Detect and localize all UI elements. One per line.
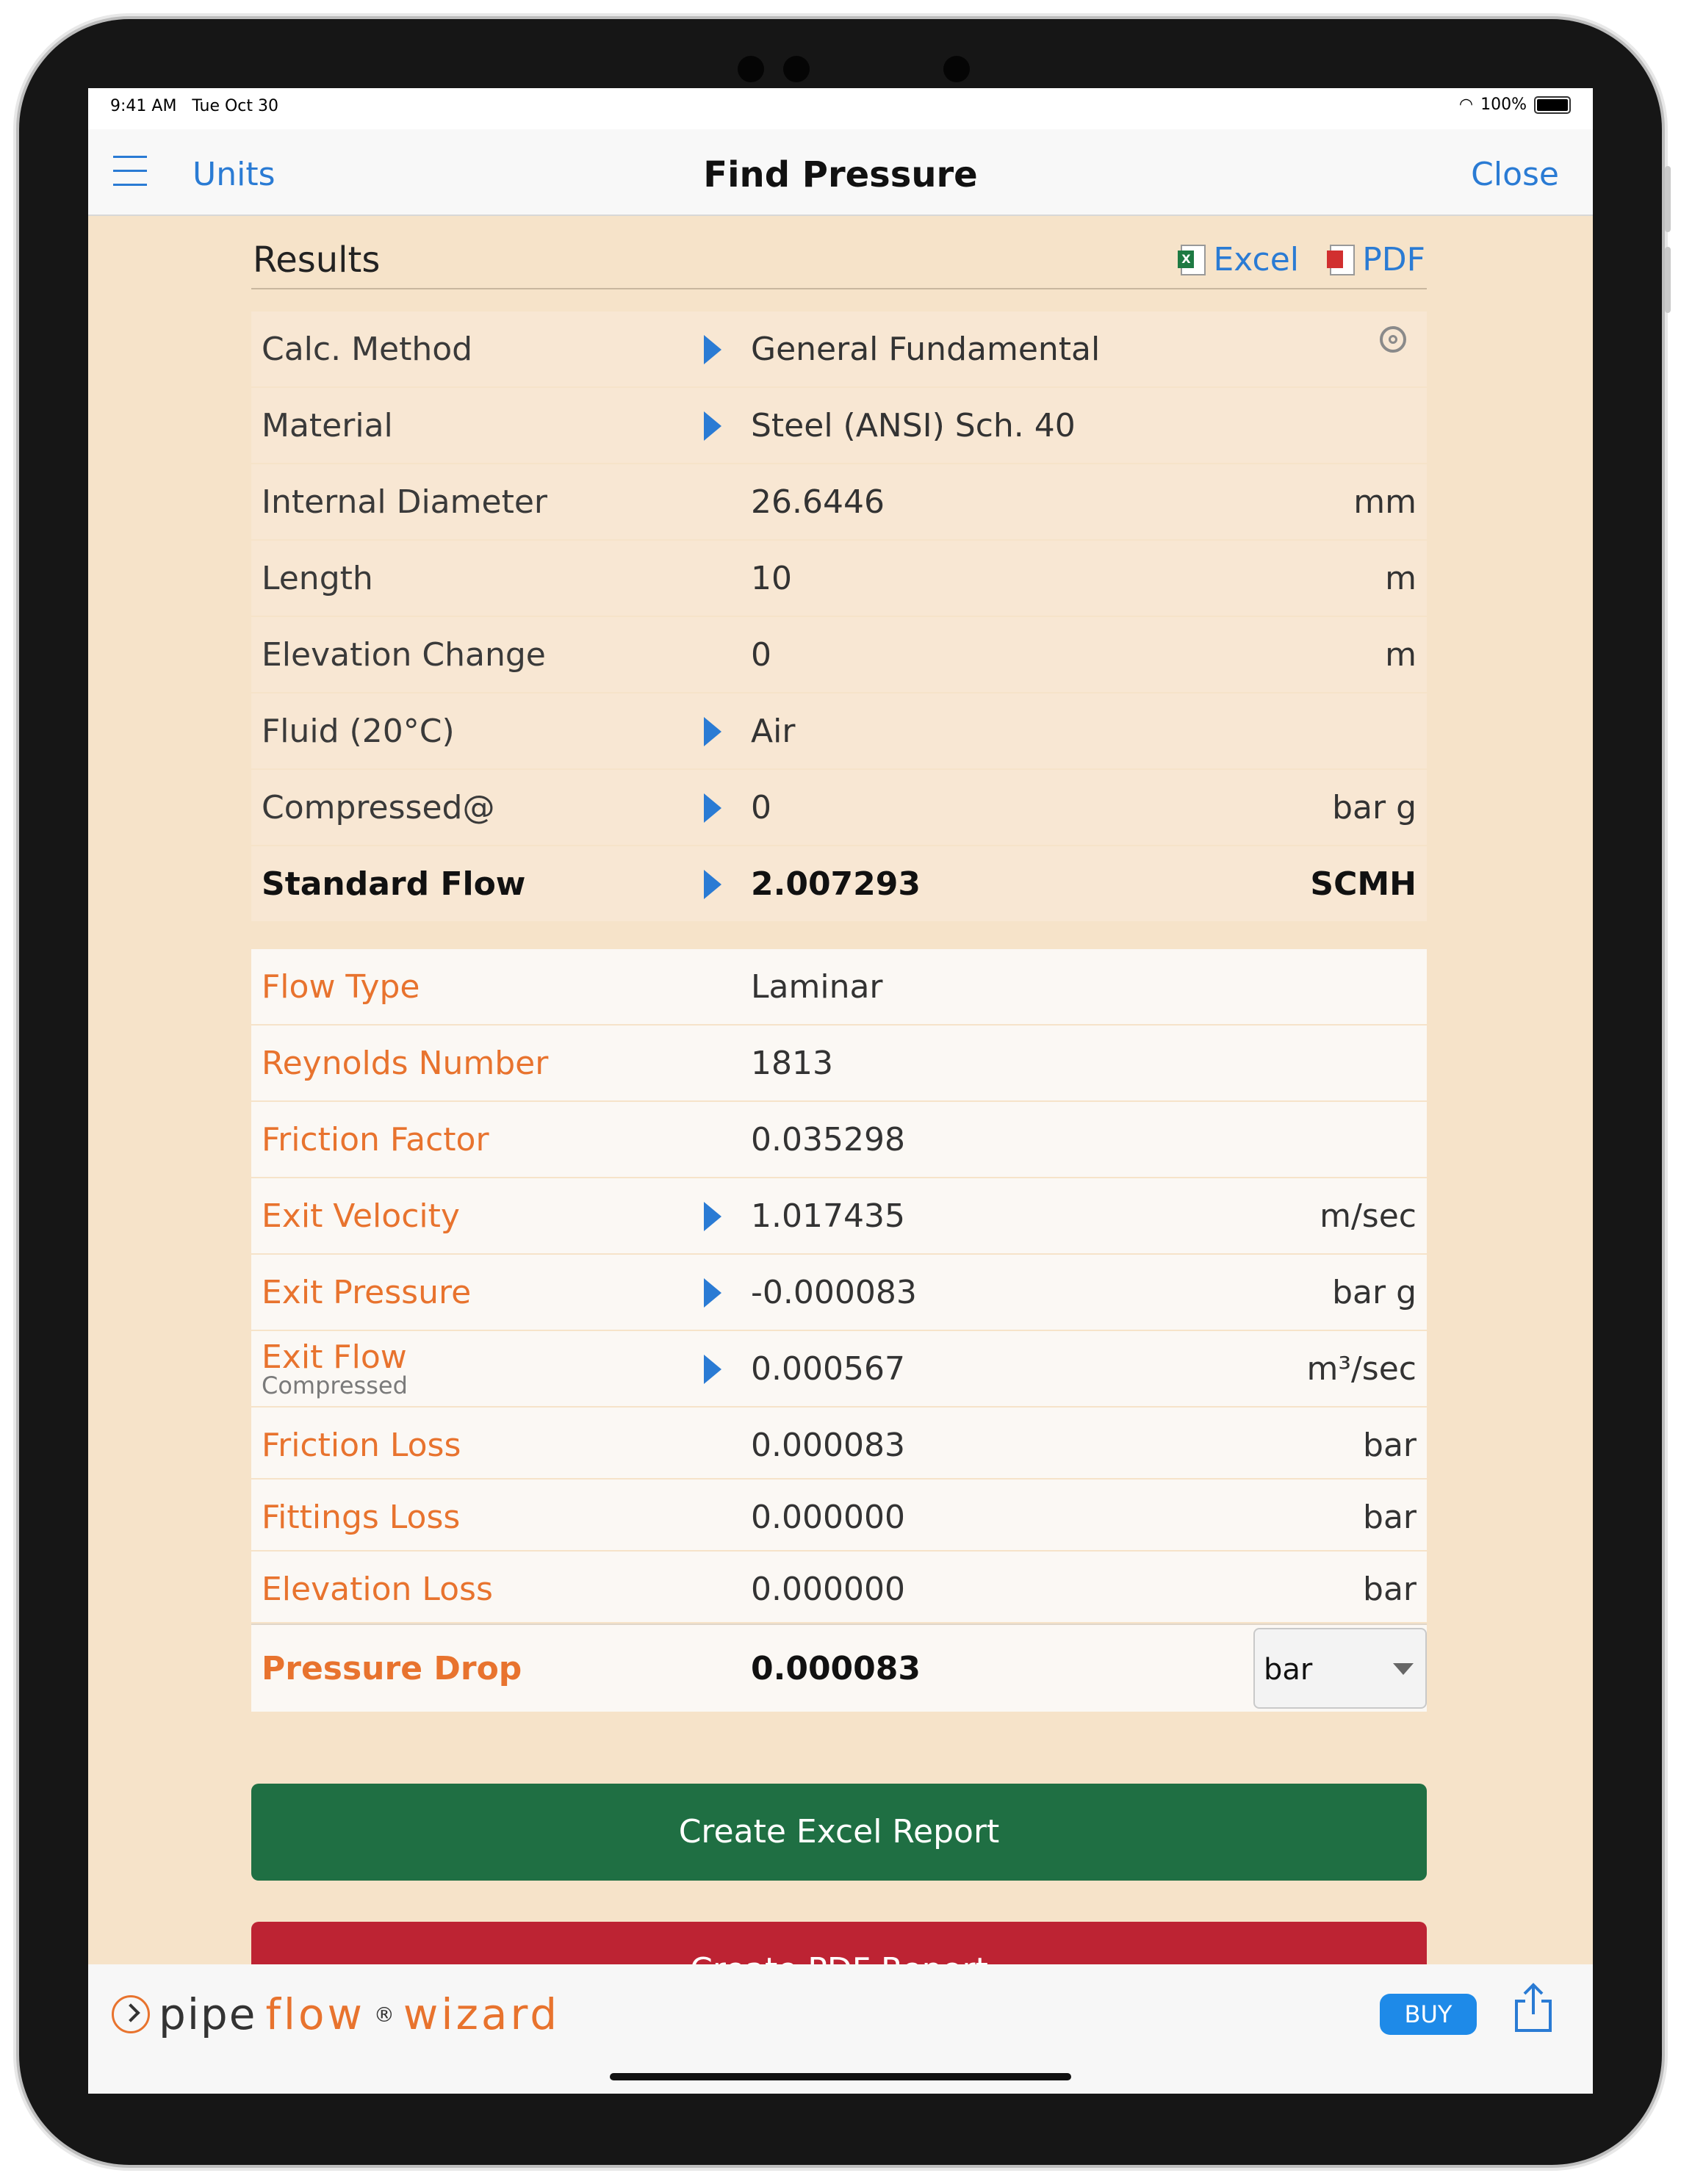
- row-value: 0.000000: [751, 1571, 905, 1608]
- status-bar: [88, 88, 1593, 129]
- chevron-down-icon: [1393, 1663, 1414, 1675]
- row-label: [262, 1338, 408, 1399]
- row-pressure-drop: [251, 1623, 1427, 1712]
- row-label: Elevation Loss: [262, 1571, 493, 1608]
- row-unit: bar g: [1332, 789, 1417, 826]
- row-exit-flow[interactable]: [251, 1331, 1427, 1406]
- units-button[interactable]: Units: [192, 156, 276, 193]
- row-value: 0.000000: [751, 1499, 905, 1536]
- logo-text-wizard: wizard: [403, 1989, 561, 2039]
- exit-flow-sublabel: Compressed: [262, 1372, 408, 1399]
- disclosure-arrow-icon[interactable]: [704, 1202, 721, 1231]
- row-length[interactable]: [251, 541, 1427, 616]
- row-unit: m: [1385, 560, 1417, 597]
- row-value: 0.035298: [751, 1121, 905, 1158]
- row-friction-factor: [251, 1102, 1427, 1177]
- disclosure-arrow-icon[interactable]: [704, 411, 721, 441]
- navigation-bar: [88, 129, 1593, 216]
- disclosure-arrow-icon[interactable]: [704, 870, 721, 899]
- results-content: [251, 215, 1427, 1713]
- page-title: Find Pressure: [703, 154, 978, 195]
- wifi-icon: ◠: [1458, 95, 1474, 114]
- row-unit: m³/sec: [1306, 1350, 1417, 1388]
- logo-chevron-icon: [112, 1995, 150, 2033]
- exit-flow-label: Exit Flow: [262, 1338, 407, 1376]
- row-value: Air: [751, 713, 796, 750]
- row-value: 10: [751, 560, 792, 597]
- row-label: Material: [262, 407, 393, 444]
- row-unit: bar g: [1332, 1274, 1417, 1311]
- camera: [943, 56, 970, 82]
- camera: [738, 56, 764, 82]
- excel-file-icon: [1181, 245, 1206, 275]
- row-fluid[interactable]: [251, 693, 1427, 768]
- screen: [88, 88, 1593, 2094]
- row-value: Steel (ANSI) Sch. 40: [751, 407, 1076, 444]
- row-exit-velocity[interactable]: [251, 1178, 1427, 1253]
- row-label: Calc. Method: [262, 331, 473, 368]
- pdf-link-label: PDF: [1362, 241, 1425, 278]
- row-unit: bar: [1363, 1571, 1417, 1608]
- create-excel-report-button[interactable]: Create Excel Report: [251, 1784, 1427, 1881]
- logo-text-pipe: pipe: [159, 1989, 257, 2039]
- logo-registered: ®: [373, 2002, 395, 2027]
- row-exit-pressure[interactable]: [251, 1255, 1427, 1330]
- row-unit: m/sec: [1320, 1197, 1417, 1235]
- row-elevation-loss: [251, 1551, 1427, 1622]
- row-label: Fluid (20°C): [262, 713, 455, 750]
- row-value: 0.000083: [751, 1650, 921, 1687]
- row-value: 1813: [751, 1045, 833, 1082]
- row-label: Friction Factor: [262, 1121, 489, 1158]
- excel-link-label: Excel: [1213, 241, 1299, 278]
- row-fittings-loss: [251, 1480, 1427, 1550]
- pdf-file-icon: [1330, 245, 1355, 275]
- row-label: Exit Velocity: [262, 1197, 460, 1235]
- row-value: 1.017435: [751, 1197, 905, 1235]
- buy-button[interactable]: BUY: [1380, 1994, 1477, 2035]
- battery-icon: [1534, 96, 1571, 114]
- disclosure-arrow-icon[interactable]: [704, 793, 721, 823]
- row-unit: bar: [1363, 1499, 1417, 1536]
- disclosure-arrow-icon[interactable]: [704, 717, 721, 746]
- date-text: Tue Oct 30: [192, 97, 279, 115]
- row-unit: SCMH: [1310, 865, 1417, 903]
- output-results: [251, 949, 1427, 1712]
- row-unit: mm: [1353, 483, 1417, 521]
- results-title: Results: [253, 239, 381, 281]
- battery-percent: 100%: [1480, 95, 1527, 114]
- row-standard-flow[interactable]: [251, 846, 1427, 921]
- row-flow-type: [251, 949, 1427, 1024]
- row-label: Internal Diameter: [262, 483, 547, 521]
- logo-text-flow: flow: [265, 1989, 365, 2039]
- row-label: Friction Loss: [262, 1427, 461, 1464]
- gear-icon[interactable]: [1380, 326, 1406, 353]
- row-value: 2.007293: [751, 865, 921, 903]
- row-label: Compressed@: [262, 789, 495, 826]
- row-label: Length: [262, 560, 373, 597]
- row-compressed[interactable]: [251, 770, 1427, 845]
- camera: [783, 56, 810, 82]
- row-label: Elevation Change: [262, 636, 546, 674]
- bottom-bar: [88, 1964, 1593, 2094]
- volume-button: [1665, 166, 1671, 232]
- row-label: Standard Flow: [262, 865, 526, 903]
- row-value: 0.000083: [751, 1427, 905, 1464]
- row-label: Pressure Drop: [262, 1650, 522, 1687]
- row-reynolds-number: [251, 1026, 1427, 1100]
- pdf-export-link[interactable]: [1330, 241, 1425, 278]
- row-unit: bar: [1363, 1427, 1417, 1464]
- share-icon[interactable]: [1512, 1982, 1555, 2033]
- row-unit: m: [1385, 636, 1417, 674]
- pipe-flow-wizard-logo: [112, 1989, 560, 2039]
- row-elevation-change[interactable]: [251, 617, 1427, 692]
- row-value: -0.000083: [751, 1274, 917, 1311]
- row-label: Exit Pressure: [262, 1274, 472, 1311]
- row-internal-diameter[interactable]: [251, 464, 1427, 539]
- ipad-frame: [19, 19, 1662, 2165]
- row-value: 0: [751, 636, 771, 674]
- disclosure-arrow-icon[interactable]: [704, 1278, 721, 1308]
- input-parameters: [251, 311, 1427, 921]
- disclosure-arrow-icon[interactable]: [704, 1355, 721, 1384]
- row-label: Flow Type: [262, 968, 420, 1006]
- row-label: Reynolds Number: [262, 1045, 549, 1082]
- row-value: Laminar: [751, 968, 883, 1006]
- status-right: [1459, 95, 1571, 114]
- row-value: General Fundamental: [751, 331, 1101, 368]
- excel-export-link[interactable]: [1181, 241, 1299, 278]
- volume-button: [1665, 247, 1671, 313]
- time-text: 9:41 AM: [110, 97, 177, 115]
- home-indicator[interactable]: [610, 2073, 1071, 2080]
- row-value: 26.6446: [751, 483, 885, 521]
- close-button[interactable]: Close: [1471, 156, 1559, 193]
- row-material[interactable]: [251, 388, 1427, 463]
- results-header: [251, 215, 1427, 289]
- row-label: Fittings Loss: [262, 1499, 461, 1536]
- row-friction-loss: [251, 1408, 1427, 1478]
- pressure-unit-select[interactable]: [1253, 1628, 1427, 1709]
- row-calc-method[interactable]: [251, 311, 1427, 386]
- row-value: 0: [751, 789, 771, 826]
- status-time: [110, 97, 278, 115]
- disclosure-arrow-icon[interactable]: [704, 335, 721, 364]
- row-value: 0.000567: [751, 1350, 905, 1388]
- select-value: bar: [1264, 1653, 1313, 1687]
